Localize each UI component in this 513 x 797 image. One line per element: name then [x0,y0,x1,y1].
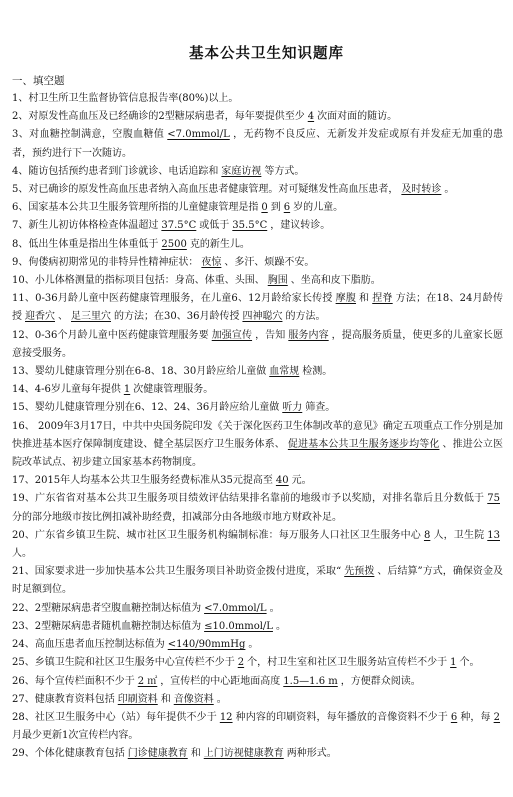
question-text: 25、乡镇卫生院和社区卫生服务中心宣传栏不少于 [12,657,235,669]
question-item [12,254,503,272]
answer-blank: 1 [123,384,131,396]
answer-blank: 35.5°C [232,220,268,232]
question-text: 月最少更新1次宣传栏内容。 [12,730,139,742]
answer-blank: 及时转诊 [401,184,442,196]
question-text: 7、新生儿初访体格检查体温超过 [12,220,159,232]
question-text: 、坐高和皮下脂肪。 [290,275,381,287]
question-text: 检测。 [302,366,333,378]
answer-blank: 12 [219,711,233,723]
section-heading: 一、填空题 [12,75,65,87]
question-text: 11、0-36月龄儿童中医药健康管理服务，在儿童6、12月龄给家长传授 [12,293,333,305]
question-text: 。 [275,620,286,632]
question-text: ，无药物不良反应、无新发并发症或原有并发症无加重的患者，预约进行下一次随访。 [12,129,504,159]
question-text: 岁的儿童。 [293,202,344,214]
answer-blank: 家庭访视 [221,165,262,177]
question-item [12,236,503,254]
question-text: 等方式。 [264,165,305,177]
question-item [12,290,503,326]
question-text: 24、高血压患者血压控制达标值为 [12,639,165,651]
question-text: 13、婴幼儿健康管理分别在6-8、18、30月龄应给儿童做 [12,366,267,378]
question-text: 6、国家基本公共卫生服务管理所指的儿童健康管理是指 [12,202,259,214]
answer-blank: 先预拨 [344,566,375,578]
answer-blank: 6 [450,711,458,723]
answer-blank: ≤10.0mmol/L [204,620,273,632]
answer-blank: 1.5—1.6 m [283,675,338,687]
question-text: ，建议转诊。 [270,220,331,232]
question-text: 、多汗、烦躁不安。 [224,256,315,268]
answer-blank: 加强宣传 [211,329,253,341]
question-text: 16、 2009年3月17日，中共中央国务院印发《关于深化医药卫生体制改革的意见》确定五项重点工作分别是加快推进基本医疗保障制度建设、健全基层医疗卫生服务体系、 [12,420,503,450]
question-text: 20、广东省乡镇卫生院、城市社区卫生服务机构编制标准：每万服务人口社区卫生服务中心 [12,529,421,541]
question-item [12,691,503,709]
question-item [12,199,503,217]
question-text: 23、2型糖尿病患者随机血糖控制达标值为 [12,620,202,632]
question-item [12,381,503,399]
answer-blank: 13 [487,529,500,541]
answer-blank: 75 [487,493,500,505]
answer-blank: 血常规 [269,366,300,378]
question-item [12,418,503,473]
question-text: 和 [190,748,201,760]
question-text: 。 [216,693,227,705]
question-item [12,745,503,763]
answer-blank: <140/90mmHg [167,639,246,651]
question-text: 次面对面的随访。 [317,111,398,123]
question-text: ，宣传栏的中心距地面高度 [160,675,281,687]
question-text: 个。 [459,657,480,669]
question-text: 3、对血糖控制满意，空腹血糖值 [12,129,165,141]
question-item [12,472,503,490]
question-text: 的方法。 [285,311,326,323]
question-text: 28、社区卫生服务中心（站）每年提供不少于 [12,711,217,723]
answer-blank: 印刷资料 [117,693,158,705]
question-text: 的方法；在30、36月龄传授 [114,311,240,323]
question-text: 9、佝偻病初期常见的非特异性精神症状： [12,256,199,268]
question-text: 分的部分地级市按比例扣减补助经费，扣减部分由各地级市地方财政补足。 [12,511,342,523]
answer-blank: 迎香穴 [25,311,55,323]
question-item [12,636,503,654]
question-text: 次健康管理服务。 [133,384,214,396]
question-text: 。 [444,184,455,196]
question-item [12,654,503,672]
question-text: 种内容的印刷资料，每年播放的音像资料不少于 [235,711,448,723]
question-item [12,563,503,599]
answer-blank: 37.5°C [161,220,197,232]
question-item [12,272,503,290]
question-text: 或低于 [199,220,230,232]
question-item [12,600,503,618]
answer-blank: 四神聪穴 [242,311,283,323]
question-text: 和 [359,293,370,305]
answer-blank: 胸围 [267,275,288,287]
question-item [12,90,503,108]
question-item [12,217,503,235]
answer-blank: 音像资料 [173,693,214,705]
question-text: ，方便群众阅读。 [340,675,421,687]
answer-blank: 2 ㎡ [137,675,158,687]
question-text: 种，每 [460,711,491,723]
question-item [12,490,503,526]
answer-blank: 门诊健康教育 [127,748,188,760]
answer-blank: 上门访视健康教育 [203,748,284,760]
question-text: 和 [160,693,171,705]
answer-blank: 2500 [161,238,187,250]
answer-blank: 捏脊 [372,293,393,305]
answer-blank: 1 [450,657,457,669]
question-text: 21、国家要求进一步加快基本公共卫生服务项目补助资金拨付进度，采取“ [12,566,342,578]
answer-blank: 摩腹 [335,293,357,305]
question-text: 8、低出生体重是指出生体重低于 [12,238,159,250]
question-text: 、 [58,311,68,323]
document-title: 基本公共卫生知识题库 [189,45,344,62]
question-text: 两种形式。 [286,748,337,760]
question-text: 27、健康教育资料包括 [12,693,115,705]
question-item [12,673,503,691]
question-text: 元。 [291,475,312,487]
question-text: 、推进公立医院改革试点、初步建立国家基本药物制度。 [12,438,504,469]
question-list [12,90,503,764]
question-text: 19、广东省省对基本公共卫生服务项目绩效评估结果排名靠前的地级市予以奖励，对排名靠后且分数低于 [12,493,485,505]
question-item [12,618,503,636]
question-item [12,163,503,181]
question-item [12,327,503,363]
question-text: 5、对已确诊的原发性高血压患者纳入高血压患者健康管理。对可疑继发性高血压患者， [12,184,399,196]
question-item [12,399,503,417]
answer-blank: 2 [237,657,245,669]
answer-blank: 6 [283,202,291,214]
answer-blank: <7.0mmol/L [167,129,230,141]
answer-blank: 0 [261,202,268,214]
question-text: 。 [248,639,259,651]
question-text: ，告知 [255,329,286,341]
question-item [12,181,503,199]
question-text: 26、每个宣传栏面积不少于 [12,675,135,687]
question-text: 个，村卫生室和社区卫生服务站宣传栏不少于 [247,657,448,669]
question-text: 克的新生儿。 [189,238,250,250]
question-text: 到 [270,202,281,214]
answer-blank: 足三里穴 [71,311,111,323]
question-item [12,363,503,381]
answer-blank: <7.0mmol/L [204,602,267,614]
answer-blank: 8 [423,529,431,541]
answer-blank: 服务内容 [288,329,329,341]
question-text: 14、4-6岁儿童每年提供 [12,384,121,396]
question-text: 。 [269,602,280,614]
question-text: 29、个体化健康教育包括 [12,748,125,760]
question-text: 方法；在18、24月龄传授 [12,293,504,323]
question-text: 人，卫生院 [433,529,485,541]
question-text: 人。 [12,548,32,560]
answer-blank: 40 [275,475,289,487]
question-item [12,108,503,126]
question-text: 12、0-36个月龄儿童中医药健康管理服务要 [12,329,209,341]
question-text: 4、随访包括预约患者到门诊就诊、电话追踪和 [12,165,219,177]
question-text: 、后结算”方式，确保资金及时足额到位。 [12,566,503,596]
question-text: 10、小儿体格测量的指标项目包括：身高、体重、头围、 [12,275,265,287]
answer-blank: 4 [307,111,315,123]
question-item [12,126,503,162]
question-item [12,527,503,563]
answer-blank: 促进基本公共卫生服务逐步均等化 [287,438,440,450]
question-text: 2、对原发性高血压及已经确诊的2型糖尿病患者，每年要提供至少 [12,111,305,123]
question-text: 17、2015年人均基本公共卫生服务经费标准从35元提高至 [12,475,273,487]
question-text: 筛查。 [305,402,336,414]
answer-blank: 听力 [282,402,303,414]
answer-blank: 夜惊 [201,256,222,268]
question-item [12,709,503,745]
question-text: ，提高服务质量，使更多的儿童家长愿意接受服务。 [12,329,504,359]
answer-blank: 2 [493,711,501,723]
question-text: 1、村卫生所卫生监督协管信息报告率(80%)以上。 [12,93,239,104]
question-text: 22、2型糖尿病患者空腹血糖控制达标值为 [12,602,202,614]
question-text: 15、婴幼儿健康管理分别在6、12、24、36月龄应给儿童做 [12,402,280,414]
